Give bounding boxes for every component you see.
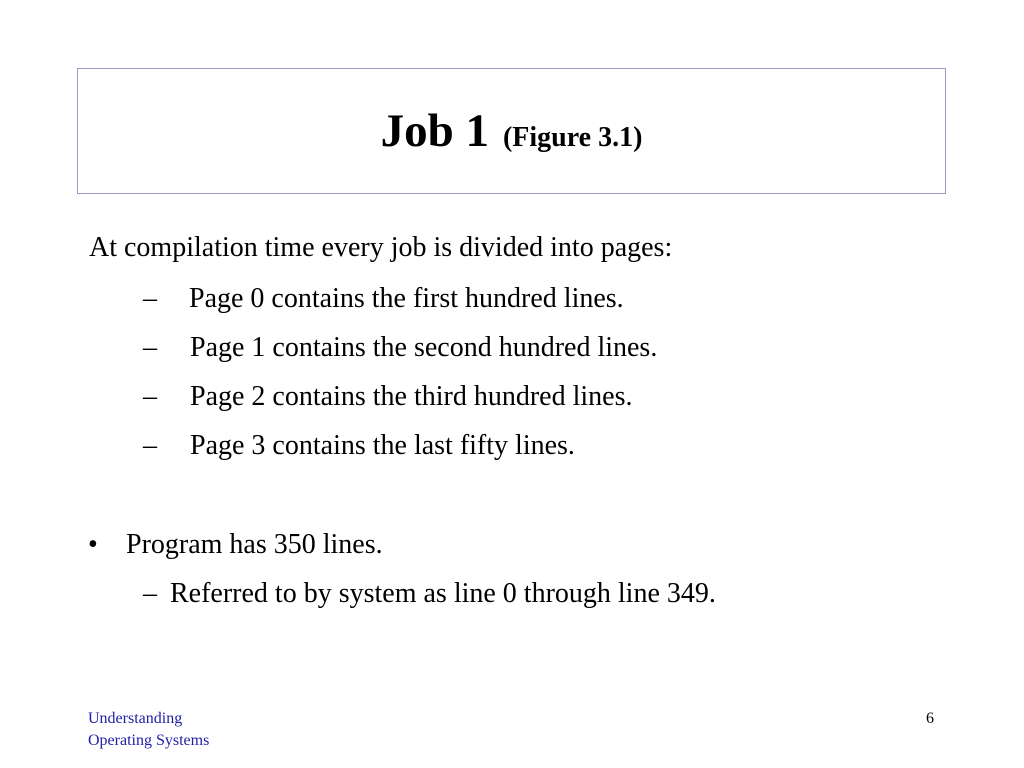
dash-marker: – <box>143 430 157 461</box>
sub-item-text: Page 0 contains the first hundred lines. <box>189 283 624 314</box>
sub-item-text: Page 3 contains the last fifty lines. <box>190 430 575 461</box>
sub-item-text: Page 1 contains the second hundred lines. <box>190 332 658 363</box>
page-number: 6 <box>926 710 934 727</box>
dash-marker: – <box>143 578 157 609</box>
title-main: Job 1 <box>380 104 489 157</box>
footer-line-2: Operating Systems <box>88 732 210 749</box>
dash-marker: – <box>143 381 157 412</box>
footer-line-1: Understanding <box>88 710 183 727</box>
sub-item-text: Page 2 contains the third hundred lines. <box>190 381 633 412</box>
bullet-marker: • <box>88 529 98 560</box>
footer-course-title <box>88 708 209 752</box>
intro-text: At compilation time every job is divided into pages: <box>89 232 673 263</box>
bullet-sub-text: Referred to by system as line 0 through line 349. <box>170 578 716 609</box>
dash-marker: – <box>143 332 157 363</box>
title-subtitle: (Figure 3.1) <box>502 121 643 153</box>
bullet-text: Program has 350 lines. <box>126 529 383 560</box>
dash-marker: – <box>143 283 157 314</box>
